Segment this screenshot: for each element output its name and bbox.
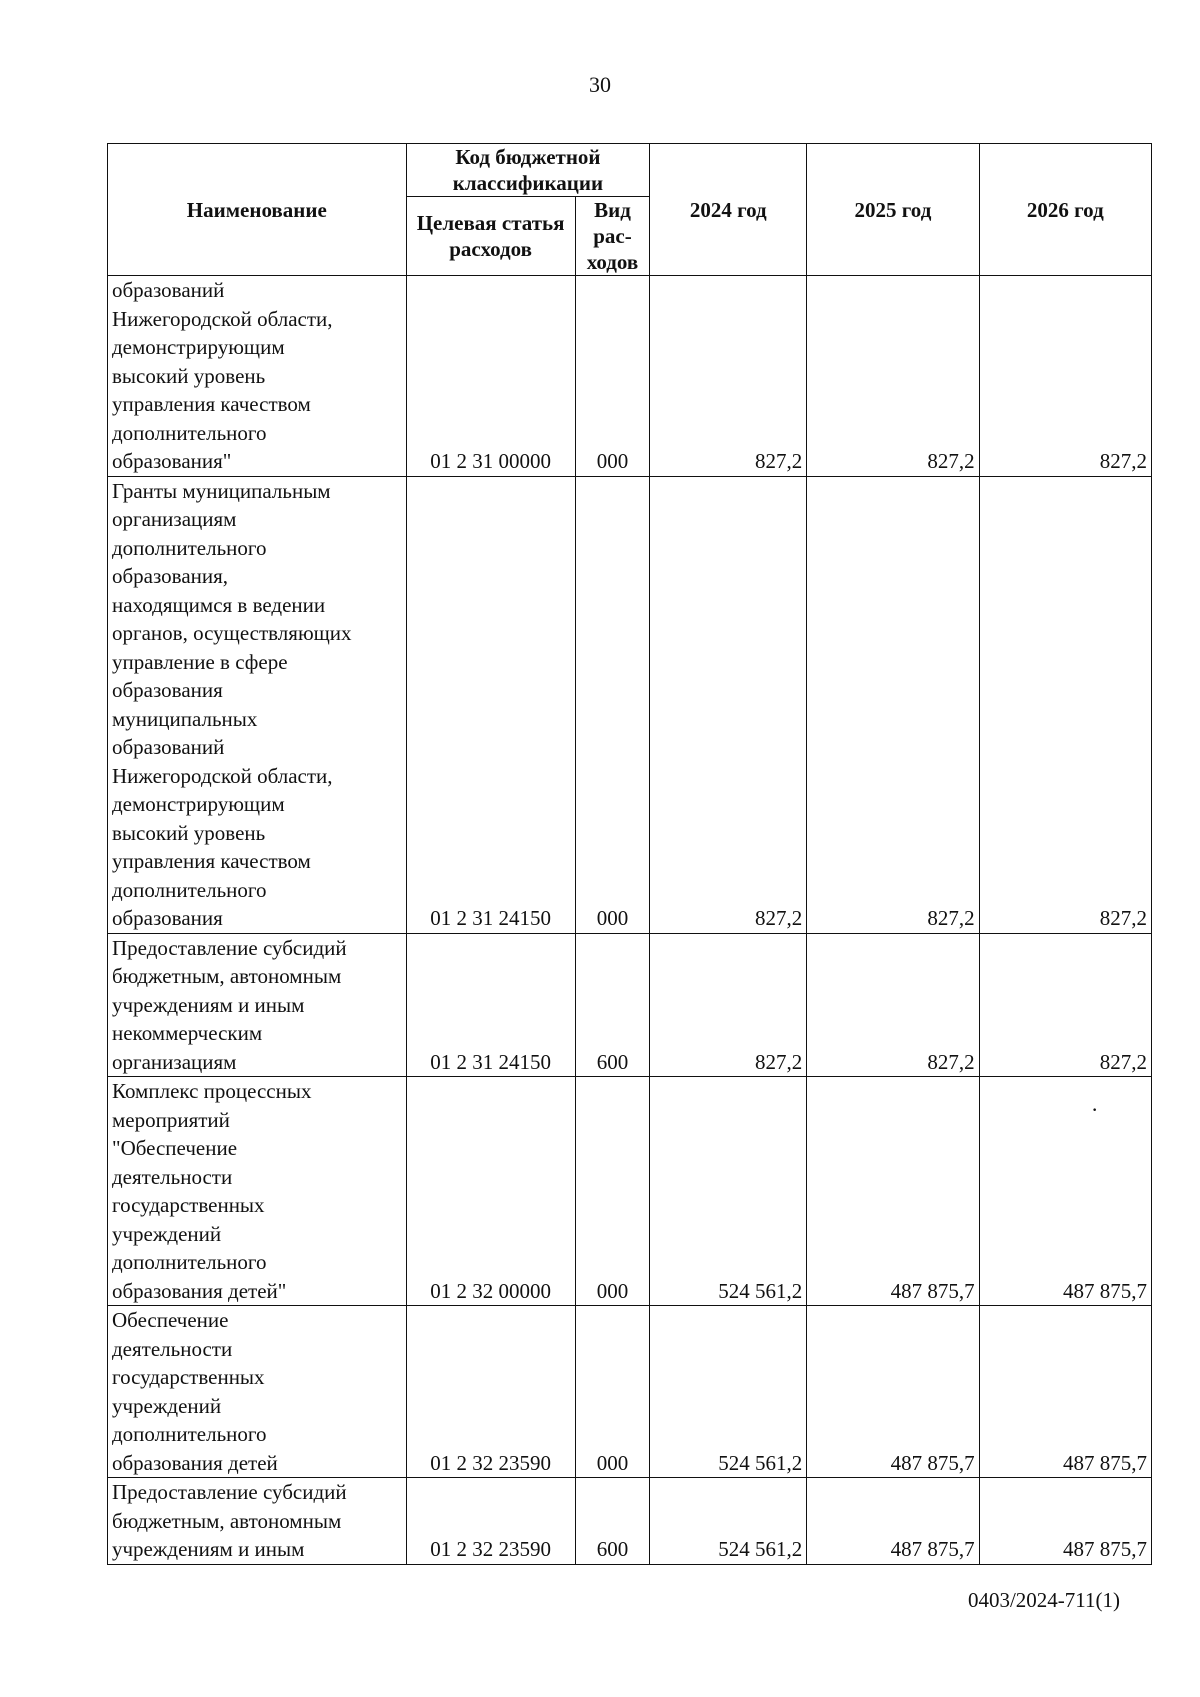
row-expense-type: 600 [575,933,650,1077]
row-target-code: 01 2 32 23590 [406,1478,575,1565]
row-value-2025: 487 875,7 [807,1077,979,1306]
row-value-2026: 487 875,7 [979,1077,1151,1306]
row-name: Обеспечение деятельности государственных учреждений дополнительного образования детей [108,1306,407,1478]
row-name: Гранты муниципальным организациям дополнительного образования, находящимся в ведении органов, осуществляющих управление в сфере образования муниципальных образований Нижегородской области, демонстрирующим высокий уровень управления качеством дополнительного образования [108,476,407,933]
header-name: Наименование [108,144,407,276]
table-header [108,144,1152,276]
row-name: Предоставление субсидий бюджетным, автономным учреждениям и иным [108,1478,407,1565]
table-row [108,933,1152,1077]
header-2025: 2025 год [807,144,979,276]
table-row [108,1077,1152,1306]
row-value-2024: 827,2 [650,276,807,477]
row-target-code: 01 2 31 24150 [406,476,575,933]
row-value-2026: 827,2 [979,476,1151,933]
header-2026: 2026 год [979,144,1151,276]
row-value-2024: 524 561,2 [650,1077,807,1306]
row-name: Комплекс процессных мероприятий "Обеспечение деятельности государственных учреждений дополнительного образования детей" [108,1077,407,1306]
row-target-code: 01 2 31 00000 [406,276,575,477]
header-target-article: Целевая статья расходов [406,197,575,276]
row-expense-type: 000 [575,476,650,933]
row-value-2024: 524 561,2 [650,1478,807,1565]
header-expense-type: Вид рас-ходов [575,197,650,276]
row-value-2026: 827,2 [979,276,1151,477]
table-row [108,1478,1152,1565]
stray-dot-mark: · [1091,1097,1099,1122]
row-value-2024: 827,2 [650,933,807,1077]
row-target-code: 01 2 32 23590 [406,1306,575,1478]
table-row [108,276,1152,477]
row-target-code: 01 2 32 00000 [406,1077,575,1306]
header-2024: 2024 год [650,144,807,276]
row-name: Предоставление субсидий бюджетным, автономным учреждениям и иным некоммерческим организациям [108,933,407,1077]
row-target-code: 01 2 31 24150 [406,933,575,1077]
row-value-2025: 487 875,7 [807,1478,979,1565]
row-value-2024: 524 561,2 [650,1306,807,1478]
row-value-2025: 827,2 [807,933,979,1077]
row-value-2026: 827,2 [979,933,1151,1077]
document-code: 0403/2024-711(1) [967,1588,1120,1612]
page-number: 30 [589,72,611,97]
row-value-2025: 827,2 [807,276,979,477]
row-expense-type: 000 [575,1077,650,1306]
table-row [108,1306,1152,1478]
row-expense-type: 000 [575,276,650,477]
row-value-2026: 487 875,7 [979,1478,1151,1565]
row-value-2025: 827,2 [807,476,979,933]
row-value-2024: 827,2 [650,476,807,933]
table-row [108,476,1152,933]
row-expense-type: 000 [575,1306,650,1478]
header-code-group: Код бюджетной классификации [406,144,650,197]
row-value-2026: 487 875,7 [979,1306,1151,1478]
budget-table [107,143,1152,1565]
row-value-2025: 487 875,7 [807,1306,979,1478]
row-expense-type: 600 [575,1478,650,1565]
row-name: образований Нижегородской области, демонстрирующим высокий уровень управления качеством дополнительного образования" [108,276,407,477]
